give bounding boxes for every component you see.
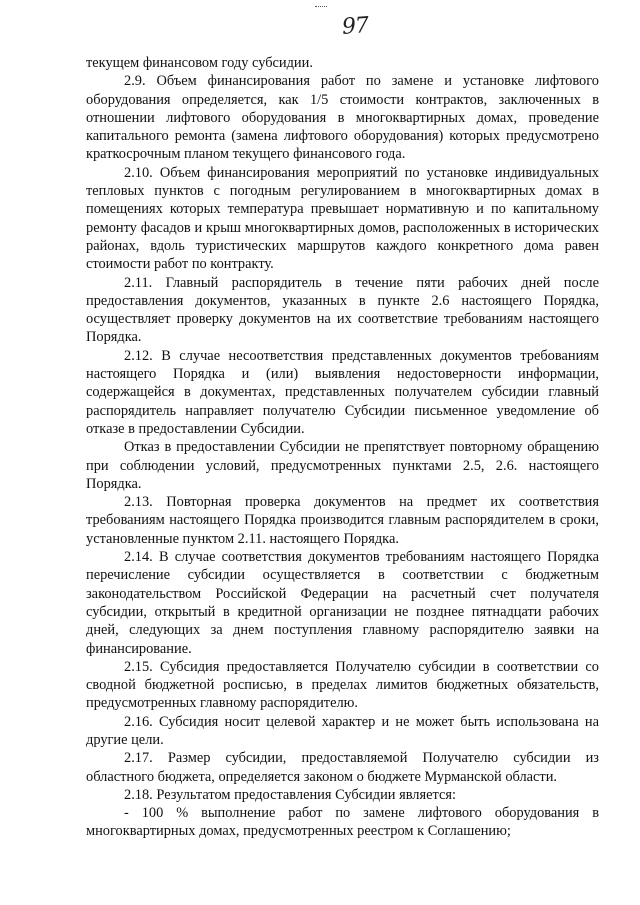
paragraph-2-12: 2.12. В случае несоответствия представленных документов требованиям настоящего Порядка и (или) выявления недостоверности информации, содержащейся в документах, представленных получателем субсидии главный распорядитель направляет получателю Субсидии письменное уведомление об отказе в предоставлении Субсидии. xyxy=(86,347,599,437)
paragraph-2-17: 2.17. Размер субсидии, предоставляемой Получателю субсидии из областного бюджета, определяется законом о бюджете Мурманской области. xyxy=(86,750,599,785)
paragraph-2-16: 2.16. Субсидия носит целевой характер и не может быть использована на другие цели. xyxy=(86,713,599,748)
scan-mark xyxy=(315,6,327,9)
paragraph-2-18: 2.18. Результатом предоставления Субсидии является: xyxy=(124,786,456,803)
paragraph-2-11: 2.11. Главный распорядитель в течение пяти рабочих дней после предоставления документов, указанных в пункте 2.6 настоящего Порядка, осуществляет проверку документов на их соответствие требованиям настоящего Порядка. xyxy=(86,274,599,346)
paragraph-2-15: 2.15. Субсидия предоставляется Получателю субсидии в соответствии со сводной бюджетной росписью, в пределах лимитов бюджетных обязательств, предусмотренных главному распорядителю. xyxy=(86,658,599,712)
paragraph-refusal: Отказ в предоставлении Субсидии не препятствует повторному обращению при соблюдении условий, предусмотренных пунктами 2.5, 2.6. настоящего Порядка. xyxy=(86,439,599,492)
paragraph-2-14: 2.14. В случае соответствия документов требованиям настоящего Порядка перечисление субсидии осуществляется в соответствии с бюджетным законодательством Российской Федерации на расчетный счет получателя субсидии, открытый в кредитной организации не позднее пятнадцати рабочих дней, следующих за днем поступления главному распорядителю заявки на финансирование. xyxy=(86,549,599,657)
document-body xyxy=(86,54,599,841)
paragraph-2-9: 2.9. Объем финансирования работ по замене и установке лифтового оборудования определяется, как 1/5 стоимости контрактов, заключенных в отношении лифтового оборудования в многоквартирных домах, проведение капитального ремонта (замена лифтового оборудования) которых предусмотрено краткосрочным планом текущего финансового года. xyxy=(86,73,599,163)
paragraph-result-item: - 100 % выполнение работ по замене лифтового оборудования в многоквартирных домах, предусмотренных реестром к Соглашению; xyxy=(86,805,599,840)
handwritten-page-number: 97 xyxy=(341,13,369,40)
paragraph-2-10: 2.10. Объем финансирования мероприятий по установке индивидуальных тепловых пунктов с погодным регулированием в многоквартирных домах в помещениях которых температура превышает нормативную и по капитальному ремонту фасадов и крыш многоквартирных домов, расположенных в исторических районах, вдоль туристических маршрутов каждого конкретного дома равен стоимости работ по контракту. xyxy=(86,164,599,273)
paragraph-continuation: текущем финансовом году субсидии. xyxy=(86,55,313,71)
paragraph-2-13: 2.13. Повторная проверка документов на предмет их соответствия требованиям настоящего Порядка производится главным распорядителем в сроки, установленные пунктом 2.11. настоящего Порядка. xyxy=(86,494,599,547)
